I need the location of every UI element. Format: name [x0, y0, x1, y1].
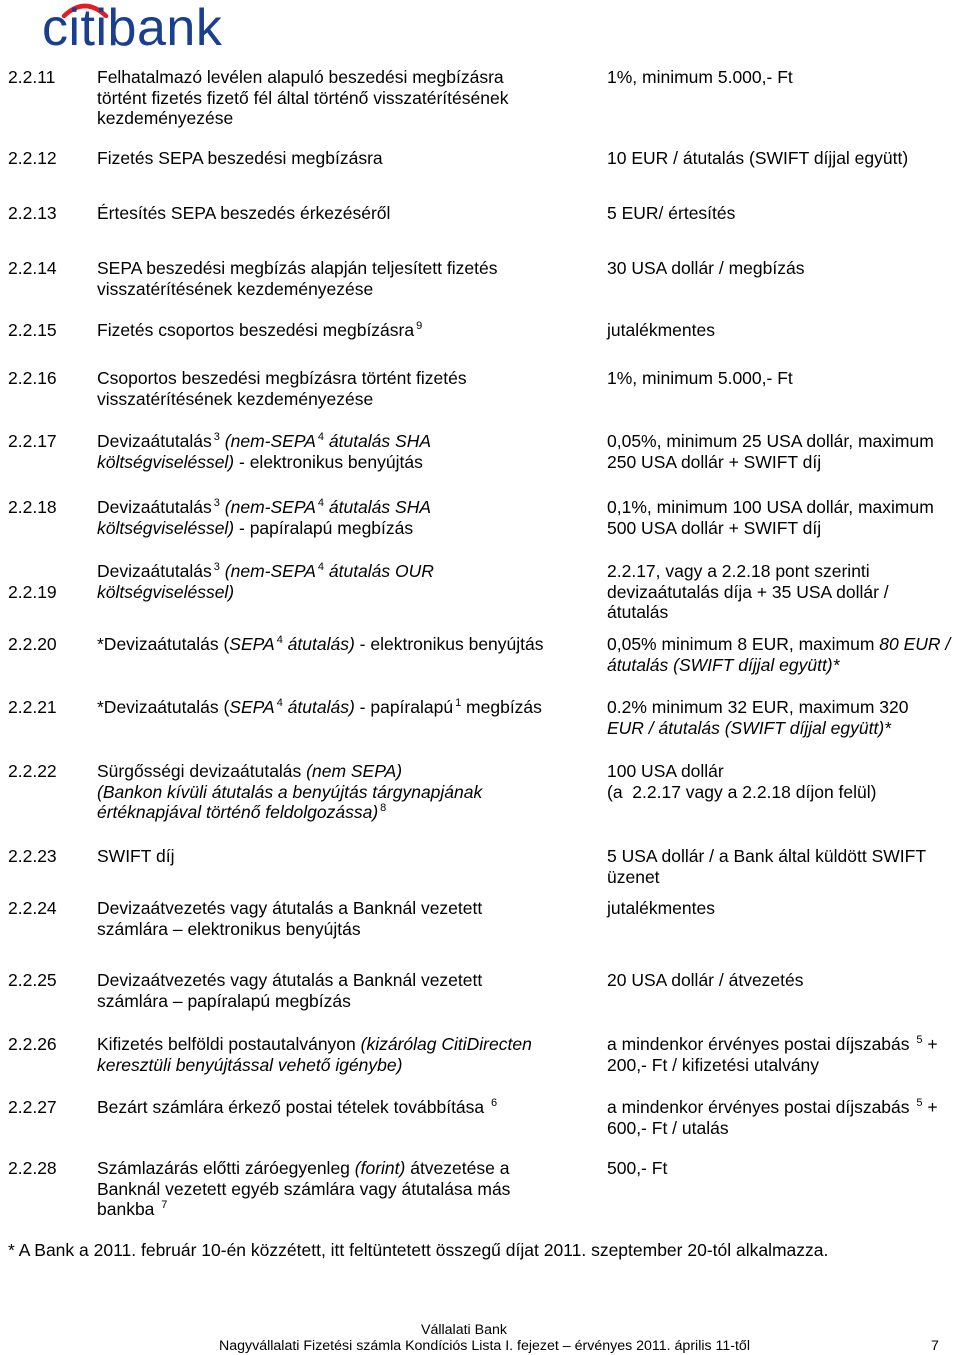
footnote-ref: 4: [317, 561, 324, 573]
description-line: keresztüli benyújtással vehető igénybe): [97, 1054, 403, 1075]
description-text-italic: értéknapjával történő feldolgozássa): [97, 802, 379, 822]
fee-line: üzenet: [607, 866, 660, 887]
fee-line: 30 USA dollár / megbízás: [607, 258, 805, 278]
description-text-italic: átutalás): [282, 634, 355, 654]
service-description: [97, 634, 597, 655]
description-text: Kifizetés belföldi postautalványon: [97, 1034, 361, 1054]
fee-amount: [607, 431, 957, 472]
fee-line: 0,1%, minimum 100 USA dollár, maximum: [607, 497, 934, 517]
fee-amount: [607, 258, 957, 279]
service-description: [97, 148, 597, 169]
description-line: Felhatalmazó levélen alapuló beszedési megbízásra: [97, 67, 504, 87]
fee-amount: [607, 761, 957, 802]
fee-text: +: [922, 1034, 938, 1054]
description-text-italic: (kizárólag CitiDirecten: [360, 1034, 532, 1054]
description-line: SWIFT díj: [97, 846, 175, 866]
fee-line: devizaátutalás díja + 35 USA dollár /: [607, 581, 889, 602]
description-line: [97, 431, 597, 452]
fee-text: 0,05% minimum 8 EUR, maximum: [607, 634, 880, 654]
footnote-ref: 5: [916, 1034, 923, 1046]
footnote-ref: 3: [213, 561, 220, 573]
footnote-ref: 3: [213, 497, 220, 509]
fee-text: a mindenkor érvényes postai díjszabás: [607, 1097, 915, 1117]
fee-line: [607, 1097, 957, 1118]
fee-line: 200,- Ft / kifizetési utalvány: [607, 1054, 820, 1075]
description-line: Értesítés SEPA beszedés érkezéséről: [97, 203, 391, 223]
service-description: [97, 320, 597, 341]
fee-line: jutalékmentes: [607, 898, 715, 918]
description-text: *Devizaátutalás (: [97, 634, 230, 654]
footnote-ref: 1: [455, 697, 462, 709]
description-text-italic: átutalás OUR: [324, 561, 434, 581]
fee-amount: [607, 898, 957, 919]
fee-line: 600,- Ft / utalás: [607, 1117, 729, 1138]
fee-line: 5 EUR/ értesítés: [607, 203, 736, 223]
description-text-italic: SEPA: [229, 634, 275, 654]
description-line: [97, 634, 597, 655]
fee-amount: [607, 148, 957, 169]
description-line: [97, 561, 597, 582]
row-number: 2.2.23: [8, 846, 57, 866]
description-text-italic: költségviseléssel): [97, 451, 235, 472]
description-text: Devizaátutalás: [97, 561, 212, 581]
service-description: [97, 1034, 597, 1075]
description-text-italic: átutalás): [282, 697, 355, 717]
description-text-italic: SEPA: [229, 697, 275, 717]
row-number: 2.2.25: [8, 970, 57, 990]
footnote-ref: 4: [317, 497, 324, 509]
row-number: 2.2.21: [8, 697, 57, 717]
description-text-italic: (nem SEPA): [306, 761, 403, 781]
description-text-italic: (nem-SEPA: [219, 431, 316, 451]
logo-wordmark: citibank: [42, 0, 223, 57]
fee-line: átutalás: [607, 602, 669, 622]
footnote-ref: 4: [276, 697, 283, 709]
description-line: kezdeményezése: [97, 108, 234, 128]
row-number: 2.2.22: [8, 761, 57, 781]
description-line: SEPA beszedési megbízás alapján teljesített fizetés: [97, 258, 498, 278]
row-number: 2.2.19: [8, 581, 57, 602]
fee-line: (a 2.2.17 vagy a 2.2.18 díjon felül): [607, 781, 877, 802]
description-line: [97, 1199, 597, 1220]
fee-line: 500 USA dollár + SWIFT díj: [607, 517, 822, 538]
service-description: [97, 497, 597, 538]
description-line: [97, 697, 597, 718]
description-line: [97, 802, 597, 823]
row-number: 2.2.18: [8, 497, 57, 517]
description-line: Banknál vezetett egyéb számlára vagy átutalása más: [97, 1178, 511, 1199]
fee-amount: [607, 561, 957, 623]
description-text: Bezárt számlára érkező postai tételek továbbítása: [97, 1097, 490, 1117]
description-line: [97, 497, 597, 518]
row-number: 2.2.24: [8, 898, 57, 918]
citibank-logo: [40, 0, 240, 56]
description-text: - elektronikus benyújtás: [234, 451, 423, 472]
description-text: Devizaátutalás: [97, 497, 212, 517]
service-description: [97, 431, 597, 472]
footer-document-title: Nagyvállalati Fizetési számla Kondíciós Lista I. fejezet – érvényes 2011. április 11-től: [219, 1338, 750, 1354]
row-number: 2.2.13: [8, 203, 57, 223]
fee-line: 1%, minimum 5.000,- Ft: [607, 368, 793, 388]
description-text: Devizaátutalás: [97, 431, 212, 451]
description-text: Sürgősségi devizaátutalás: [97, 761, 307, 781]
description-line: [97, 1097, 597, 1118]
service-description: [97, 761, 597, 823]
footer-bank-name: Vállalati Bank: [421, 1322, 507, 1338]
row-number: 2.2.26: [8, 1034, 57, 1054]
description-line: [97, 761, 597, 782]
description-line: számlára – elektronikus benyújtás: [97, 918, 361, 939]
service-description: [97, 258, 597, 299]
service-description: [97, 846, 597, 867]
footnote-ref: 4: [317, 431, 324, 443]
fee-line: 0,05%, minimum 25 USA dollár, maximum: [607, 431, 934, 451]
row-number: 2.2.15: [8, 320, 57, 340]
fee-amount: [607, 1158, 957, 1179]
fee-line: 250 USA dollár + SWIFT díj: [607, 451, 822, 472]
fee-line: EUR / átutalás (SWIFT díjjal együtt)*: [607, 717, 891, 738]
description-line: visszatérítésének kezdeményezése: [97, 278, 374, 299]
description-line: számlára – papíralapú megbízás: [97, 990, 351, 1011]
fee-line: jutalékmentes: [607, 320, 715, 340]
fee-amount: [607, 634, 957, 675]
service-description: [97, 203, 597, 224]
fee-line: 0.2% minimum 32 EUR, maximum 320: [607, 697, 909, 717]
fee-amount: [607, 970, 957, 991]
description-text-italic: (forint): [354, 1158, 406, 1178]
fee-line: átutalás (SWIFT díjjal együtt)*: [607, 654, 840, 675]
footnote-ref: 6: [491, 1097, 498, 1109]
description-text-italic: átutalás SHA: [324, 497, 431, 517]
fee-line: 20 USA dollár / átvezetés: [607, 970, 804, 990]
description-line: történt fizetés fizető fél által történő visszatérítésének: [97, 87, 509, 108]
footnote-ref: 9: [416, 320, 423, 332]
fee-amount: [607, 697, 957, 738]
description-text: átvezetése a: [405, 1158, 510, 1178]
footnote-ref: 7: [161, 1199, 168, 1211]
row-number: 2.2.20: [8, 634, 57, 654]
description-text: - papíralapú: [354, 697, 454, 717]
fee-amount: [607, 1097, 957, 1138]
description-line: Devizaátvezetés vagy átutalás a Banknál vezetett: [97, 898, 483, 918]
fee-amount: [607, 203, 957, 224]
service-description: [97, 898, 597, 939]
description-line: [97, 320, 597, 341]
description-line: Csoportos beszedési megbízásra történt fizetés: [97, 368, 467, 388]
description-text: Fizetés csoportos beszedési megbízásra: [97, 320, 415, 340]
service-description: [97, 561, 597, 602]
row-number: 2.2.14: [8, 258, 57, 278]
fee-amount: [607, 846, 957, 887]
fee-amount: [607, 368, 957, 389]
fee-text: a mindenkor érvényes postai díjszabás: [607, 1034, 915, 1054]
description-text: megbízás: [461, 697, 542, 717]
footnote-ref: 3: [213, 431, 220, 443]
description-line: Fizetés SEPA beszedési megbízásra: [97, 148, 383, 168]
fee-line: 500,- Ft: [607, 1158, 668, 1178]
fee-line: 5 USA dollár / a Bank által küldött SWIFT: [607, 846, 927, 866]
row-number: 2.2.11: [8, 67, 56, 87]
footnote-ref: 4: [276, 634, 283, 646]
description-text: - elektronikus benyújtás: [354, 634, 544, 654]
description-text: - papíralapú megbízás: [234, 517, 414, 538]
fee-amount: [607, 67, 957, 88]
fee-amount: [607, 1034, 957, 1075]
fee-line: 2.2.17, vagy a 2.2.18 pont szerinti: [607, 561, 870, 581]
description-text: Számlazárás előtti záróegyenleg: [97, 1158, 355, 1178]
fee-line: 1%, minimum 5.000,- Ft: [607, 67, 793, 87]
row-number: 2.2.12: [8, 148, 57, 168]
description-text-italic: (nem-SEPA: [219, 561, 316, 581]
description-line: [97, 518, 597, 539]
description-line: [97, 452, 597, 473]
row-number: 2.2.28: [8, 1158, 57, 1178]
description-text: *Devizaátutalás (: [97, 697, 230, 717]
description-line: költségviseléssel): [97, 581, 235, 602]
page-number: 7: [931, 1338, 939, 1354]
description-text-italic: költségviseléssel): [97, 517, 235, 538]
row-number: 2.2.27: [8, 1097, 57, 1117]
description-line: (Bankon kívüli átutalás a benyújtás tárgynapjának: [97, 781, 483, 802]
fee-line: [607, 1034, 957, 1055]
service-description: [97, 1158, 597, 1220]
fee-line: 10 EUR / átutalás (SWIFT díjjal együtt): [607, 148, 909, 168]
footnote-ref: 5: [916, 1097, 923, 1109]
service-description: [97, 1097, 597, 1118]
service-description: [97, 67, 597, 129]
description-text-italic: (nem-SEPA: [219, 497, 316, 517]
fee-amount: [607, 497, 957, 538]
fee-text-italic: 80 EUR /: [879, 634, 951, 654]
fee-amount: [607, 320, 957, 341]
description-line: [97, 1158, 597, 1179]
fee-line: 100 USA dollár: [607, 761, 724, 781]
fee-text: +: [922, 1097, 938, 1117]
service-description: [97, 970, 597, 1011]
row-number: 2.2.17: [8, 431, 57, 451]
description-line: visszatérítésének kezdeményezése: [97, 388, 374, 409]
service-description: [97, 368, 597, 409]
service-description: [97, 697, 597, 718]
description-line: Devizaátvezetés vagy átutalás a Banknál vezetett: [97, 970, 483, 990]
description-text: bankba: [97, 1199, 160, 1219]
footnote: * A Bank a 2011. február 10-én közzétett, itt feltüntetett összegű díjat 2011. szeptember 20-tól alkalmazza.: [8, 1240, 829, 1260]
description-text-italic: átutalás SHA: [324, 431, 431, 451]
description-line: [97, 1034, 597, 1055]
fee-line: [607, 634, 957, 655]
row-number: 2.2.16: [8, 368, 57, 388]
footnote-ref: 8: [380, 802, 387, 814]
